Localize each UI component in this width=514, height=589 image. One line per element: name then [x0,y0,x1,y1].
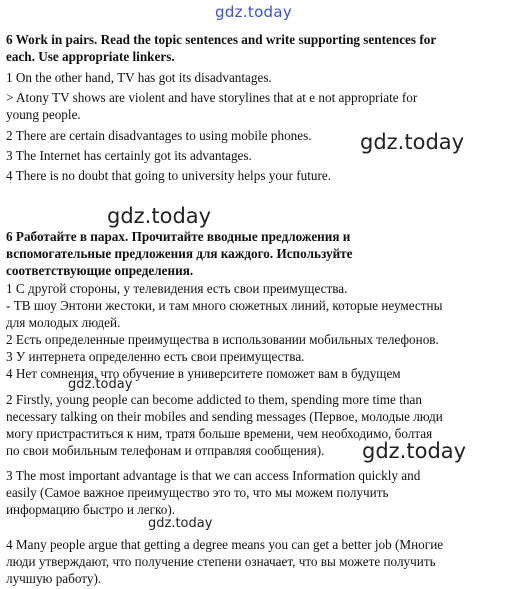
text-line: 3 У интернета определенно есть свои преимущества. [6,349,305,364]
watermark: gdz.today [107,204,212,228]
text-line: 1 С другой стороны, у телевидения есть свои преимущества. [6,281,348,296]
text-line: > Atony TV shows are violent and have storylines that at e not appropriate for [6,90,418,105]
answer-line: лучшую работу). [6,571,102,586]
text-line: 4 Нет сомнения, что обучение в университете поможет вам в будущем [6,366,401,381]
answer-line: 2 Firstly, young people can become addicted to them, spending more time than [6,392,422,407]
answer-line: 4 Many people argue that getting a degree means you can get a better job (Многие [6,537,444,552]
answer-line: люди утверждают, что получение степени означает, что вы можете получить [6,554,436,569]
text-line: young people. [6,107,81,122]
watermark: gdz.today [362,439,467,463]
text-line: 2 There are certain disadvantages to using mobile phones. [6,128,312,143]
answer-line: информацию быстро и легко). [6,502,176,517]
text-line: 2 Есть определенные преимущества в использовании мобильных телефонов. [6,332,439,347]
answer-line: easily (Самое важное преимущество это то, что мы можем получить [6,485,389,500]
answer-line: necessary talking on their mobiles and sending messages (Первое, молодые люди [6,409,443,424]
exercise-heading-ru: соответствующие определения. [6,263,194,278]
watermark: gdz.today [360,130,465,154]
exercise-heading-en: each. Use appropriate linkers. [6,49,175,64]
answer-line: 3 The most important advantage is that we can access Information quickly and [6,468,421,483]
exercise-heading-en: 6 Work in pairs. Read the topic sentences and write supporting sentences for [6,32,437,47]
text-line: для молодых людей. [6,315,121,330]
watermark: gdz.today [68,377,133,392]
answer-line: могу пристраститься к ним, тратя больше времени, чем необходимо, болтая [6,426,433,441]
answer-line: по свои мобильным телефонам и отправляя сообщения). [6,443,325,458]
watermark: gdz.today [215,3,293,21]
watermark: gdz.today [148,516,213,531]
text-line: 1 On the other hand, TV has got its disadvantages. [6,70,272,85]
exercise-heading-ru: вспомогательные предложения для каждого. Используйте [6,246,353,261]
text-line: - ТВ шоу Энтони жестоки, и там много сюжетных линий, которые неуместны [6,298,443,313]
text-line: 3 The Internet has certainly got its advantages. [6,148,252,163]
text-line: 4 There is no doubt that going to university helps your future. [6,168,331,183]
exercise-heading-ru: 6 Работайте в парах. Прочитайте вводные предложения и [6,229,351,244]
